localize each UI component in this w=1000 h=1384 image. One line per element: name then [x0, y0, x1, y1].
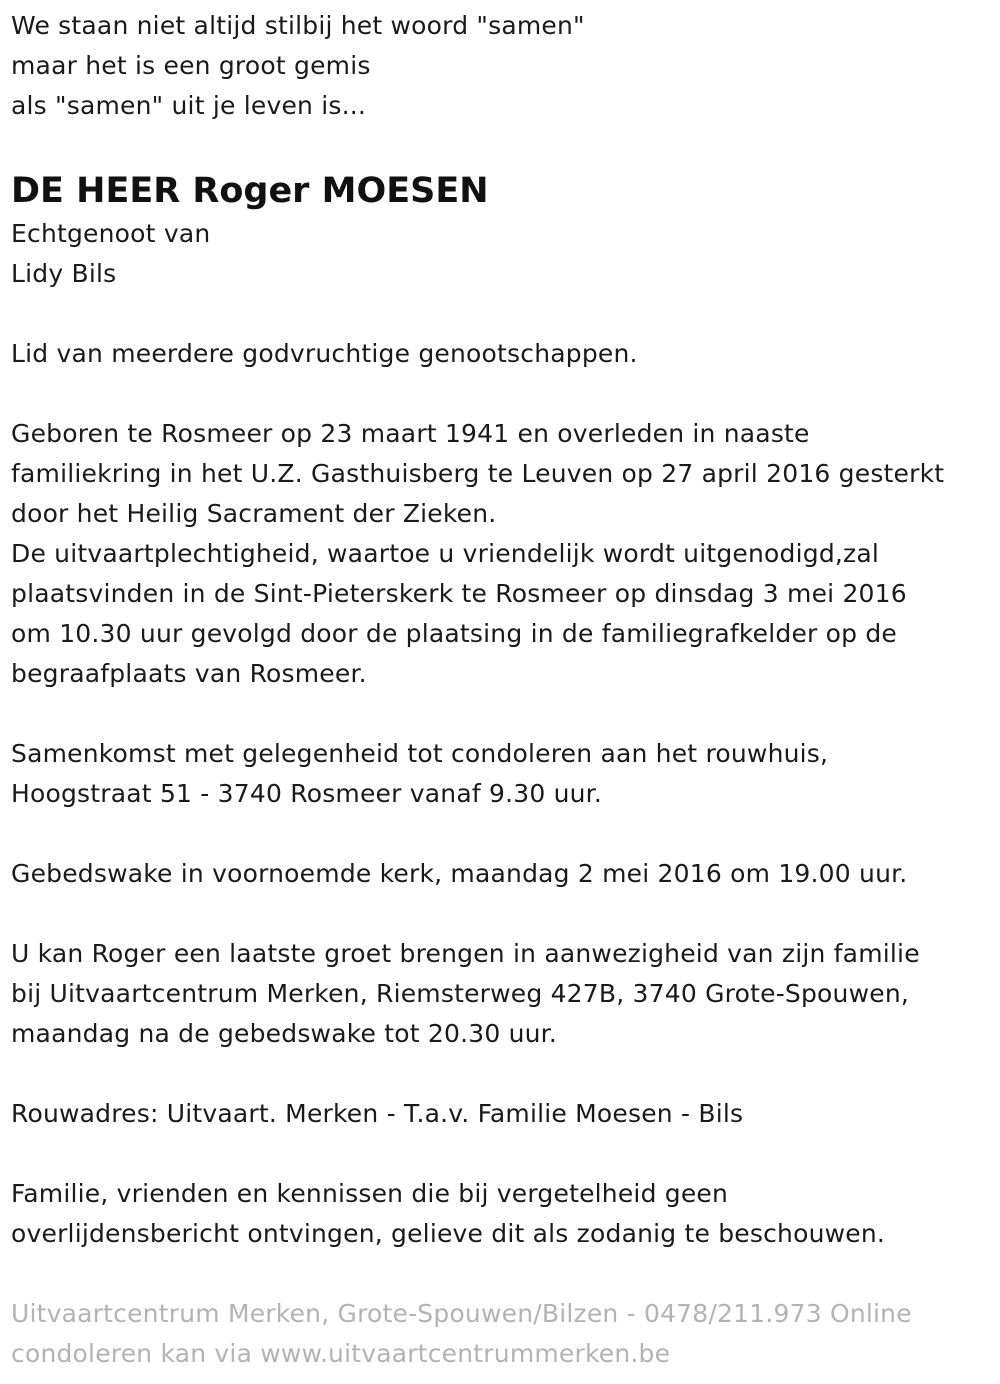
paragraph-line: Familie, vrienden en kennissen die bij vergetelheid geen [11, 1179, 729, 1208]
spouse-label: Echtgenoot van [11, 219, 211, 248]
birth-death-paragraph [11, 414, 991, 694]
paragraph-line: De uitvaartplechtigheid, waartoe u vriendelijk wordt uitgenodigd,zal [11, 539, 880, 568]
poem-line: maar het is een groot gemis [11, 51, 371, 80]
paragraph-line: maandag na de gebedswake tot 20.30 uur. [11, 1019, 558, 1048]
paragraph-line: plaatsvinden in de Sint-Pieterskerk te Rosmeer op dinsdag 3 mei 2016 [11, 579, 907, 608]
poem-line: als "samen" uit je leven is... [11, 91, 367, 120]
gathering-paragraph [11, 734, 991, 814]
poem [11, 6, 991, 126]
membership-text: Lid van meerdere godvruchtige genootschappen. [11, 339, 638, 368]
paragraph-line: U kan Roger een laatste groet brengen in aanwezigheid van zijn familie [11, 939, 920, 968]
footer-line: Uitvaartcentrum Merken, Grote-Spouwen/Bilzen - 0478/211.973 Online [11, 1299, 912, 1328]
obituary-document [11, 6, 991, 1374]
paragraph-line: Hoogstraat 51 - 3740 Rosmeer vanaf 9.30 uur. [11, 779, 603, 808]
vigil-text: Gebedswake in voornoemde kerk, maandag 2 mei 2016 om 19.00 uur. [11, 859, 908, 888]
notice-paragraph [11, 1174, 991, 1254]
spouse-name: Lidy Bils [11, 259, 117, 288]
funeral-home-footer [11, 1294, 991, 1374]
footer-line: condoleren kan via www.uitvaartcentrummerken.be [11, 1339, 671, 1368]
poem-line: We staan niet altijd stilbij het woord "samen" [11, 11, 585, 40]
paragraph-line: om 10.30 uur gevolgd door de plaatsing in de familiegrafkelder op de [11, 619, 898, 648]
paragraph-line: begraafplaats van Rosmeer. [11, 659, 367, 688]
paragraph-line: overlijdensbericht ontvingen, gelieve dit als zodanig te beschouwen. [11, 1219, 886, 1248]
paragraph-line: Samenkomst met gelegenheid tot condoleren aan het rouwhuis, [11, 739, 829, 768]
paragraph-line: Geboren te Rosmeer op 23 maart 1941 en overleden in naaste [11, 419, 810, 448]
paragraph-line: door het Heilig Sacrament der Zieken. [11, 499, 497, 528]
paragraph-line: bij Uitvaartcentrum Merken, Riemsterweg 427B, 3740 Grote-Spouwen, [11, 979, 910, 1008]
mourning-address: Rouwadres: Uitvaart. Merken - T.a.v. Familie Moesen - Bils [11, 1099, 744, 1128]
deceased-name: DE HEER Roger MOESEN [11, 171, 489, 211]
spouse-section [11, 214, 991, 294]
visitation-paragraph [11, 934, 991, 1054]
paragraph-line: familiekring in het U.Z. Gasthuisberg te Leuven op 27 april 2016 gesterkt [11, 459, 945, 488]
